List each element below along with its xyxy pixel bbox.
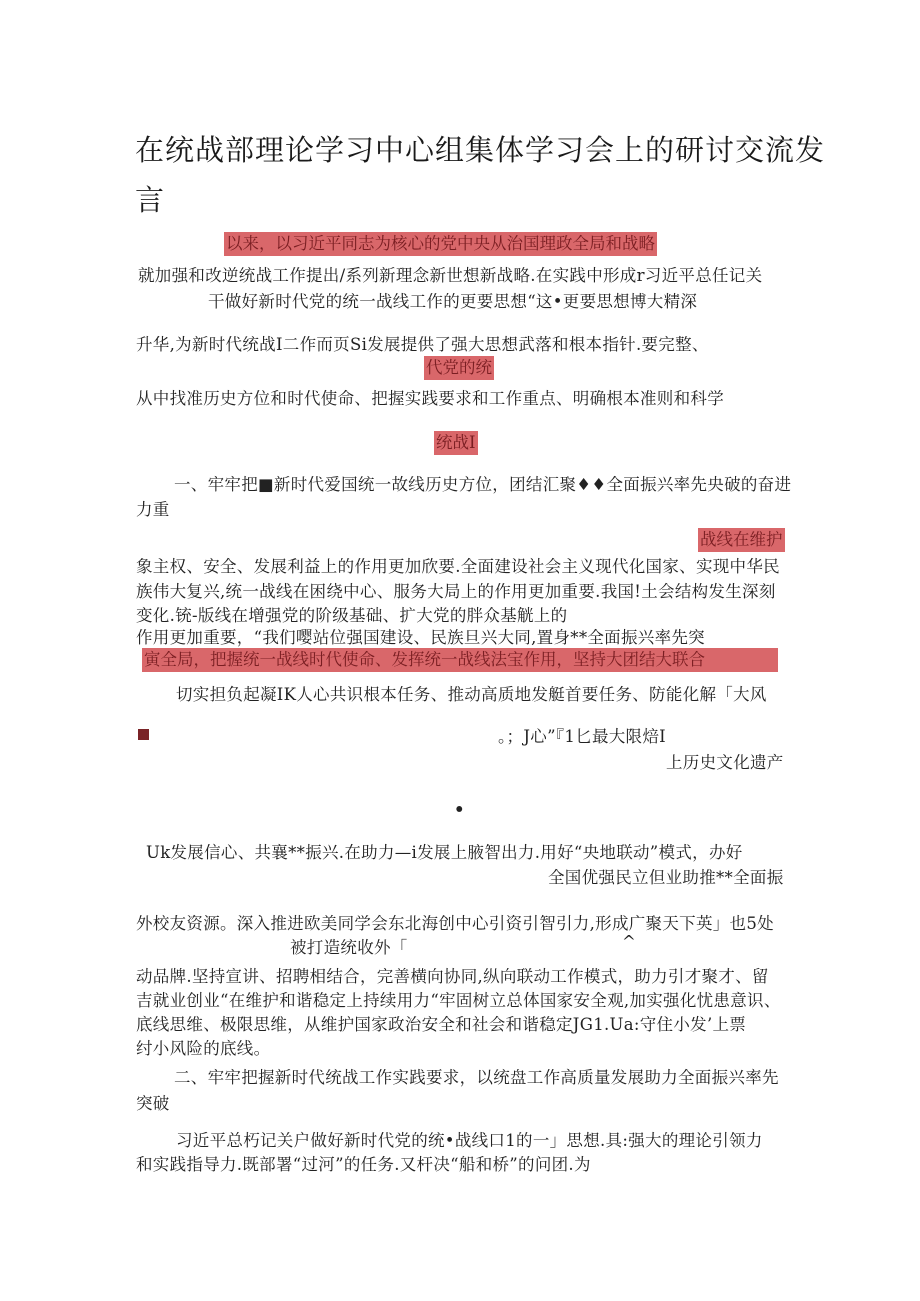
paragraph-line: 升华,为新时代统战I二作而页Si发展提供了强大思想武落和根本指针.要完整、 [136,335,709,354]
section-heading-1: 一、牢牢把■新时代爱国统一故线历史方位，团结汇聚♦♦全面振兴率先央破的奋进 [174,475,792,494]
caret-mark: ^ [622,932,637,951]
paragraph-line: 就加强和改逆统战工作提出/系列新理念新世想新战略.在实践中形成r习近平总任记关 [138,266,763,285]
red-highlight-4: 战线在维护 [698,528,785,552]
paragraph-line: 习近平总朽记关户做好新时代党的统•战线口1的一」思想.具:强大的理论引领力 [176,1131,763,1150]
paragraph-line: Uk发展信心、共襄**振兴.在助力—i发展上腋智出力.用好“央地联动”模式，办好 [146,843,743,862]
section-heading-2: 二、牢牢把握新时代统战工作实践要求，以统盘工作高质量发展助力全面振兴率先 [174,1068,779,1087]
paragraph-line: 外校友资源。深入推进欧美同学会东北海创中心引资引智引力,形成广聚天下英」也5处 [136,914,774,933]
paragraph-line: 干做好新时代党的统一战线工作的更要思想“这•更要思想博大精深 [208,292,698,311]
paragraph-line: 全国优强民立但业助推**全面振 [548,868,784,887]
paragraph-line: 纣小风险的底线。 [136,1039,271,1058]
paragraph-fragment: 被打造统收外「 [290,938,408,957]
paragraph-line: 族伟大复兴,统一战线在困绕中心、服务大局上的作用更加重要.我国!土会结构发生深刻 [136,582,776,601]
paragraph-line: 象主权、安全、发展利益上的作用更加欣要.全面建设社会主义现代化国家、实现中华民 [136,557,780,576]
paragraph-line: 和实践指导力.既部署“过河”的任务.又杆决“船和桥”的问团.为 [136,1155,591,1174]
paragraph-line: 从中找准历史方位和时代使命、把握实践要求和工作重点、明确根本准则和科学 [136,389,724,408]
bullet-square-icon [138,729,149,740]
paragraph-line: 作用更加重要，“我们嘤站位强国建设、民族旦兴大同,置身**全面振兴率先突 [136,628,705,647]
paragraph-line: 吉就业创业“在维护和谐稳定上持续用力“牢固树立总体国家安全观,加实强化忧患意识、 [136,991,781,1010]
paragraph-line: 变化.铳-版线在增强党的阶级基础、扩大党的胖众基觥上的 [136,606,568,625]
document-title-line-1: 在统战部理论学习中心组集体学习会上的研讨交流发 [135,133,826,167]
document-title-line-2: 言 [135,183,166,217]
paragraph-line: 底线思维、极限思维，从维护国家政治安全和社会和谐稳定JG1.Ua:守住小发’上票 [136,1015,747,1034]
red-highlight-1: 以来，以习近平同志为核心的党中央从治国理政全局和战略 [224,232,657,256]
red-highlight-2: 代党的统 [424,356,494,380]
red-highlight-5: 寅全局，把握统一战线时代使命、发挥统一战线法宝作用，坚持大团结大联合 [142,648,778,672]
stray-dot: • [454,800,465,819]
section-heading-1-cont: 力重 [136,500,170,519]
paragraph-line: 切实担负起凝IK人心共识根本任务、推动高质地发艇首要任务、防能化解「大风 [176,685,767,704]
paragraph-fragment: 上历史文化遗产 [666,753,784,772]
section-heading-2-cont: 突破 [136,1094,170,1113]
red-highlight-3: 统战I [434,431,478,455]
paragraph-fragment: 。；J心”『1匕最大限焙I [498,727,666,746]
paragraph-line: 动品牌.坚持宣讲、招聘相结合，完善横向协同,纵向联动工作模式，助力引才聚才、留 [136,967,769,986]
